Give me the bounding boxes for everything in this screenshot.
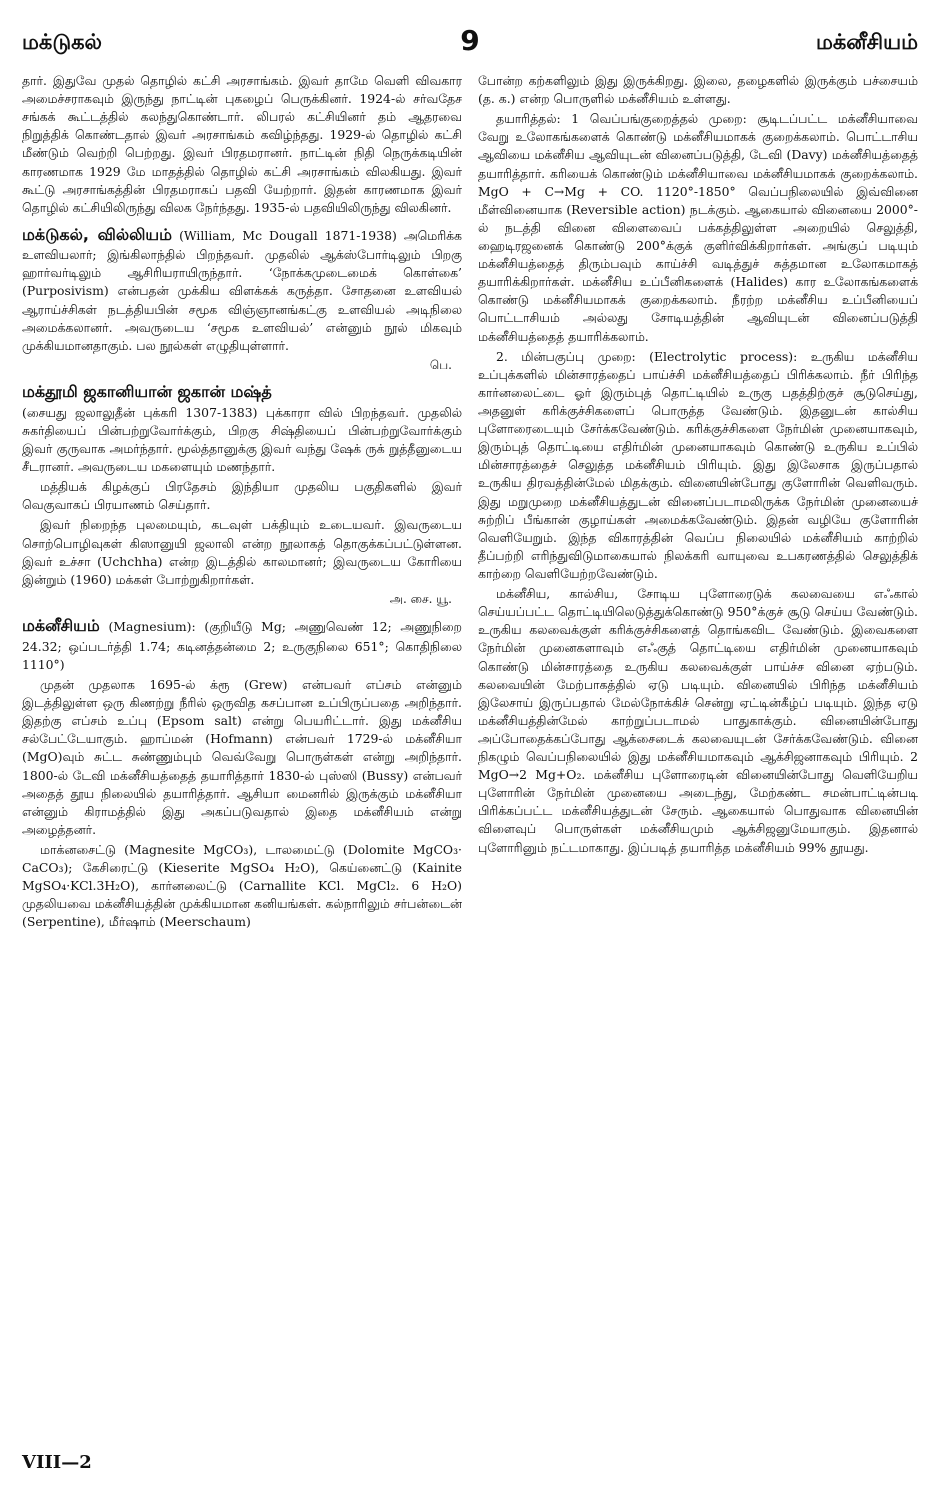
text-columns (22, 72, 918, 1442)
paragraph: மத்தியக் கிழக்குப் பிரதேசம் இந்தியா முதலிய பகுதிகளில் இவர் வெகுவாகப் பிரயாணம் செய்தார். (22, 479, 462, 513)
entry-mcdougall (22, 223, 462, 355)
entry-makhdoomi (22, 380, 462, 476)
paragraph: 2. மின்பகுப்பு முறை: (Electrolytic process): உருகிய மக்னீசிய உப்புக்களில் மின்சாரத்தைப் பாய்ச்சி மக்னீசியத்தைப் பிரிக்கலாம். நீர் பிரிந்த கார்னலைட்டை ஓர் இரும்புத் தொட்டியில் உருகு பதத்திற்குச் சூடுசெய்து, அதனுள் கரிக்குச்சிகளைப் பொருத்த வேண்டும். இதனுடன் கால்சிய புளோரைடையும் சேர்க்கவேண்டும். கரிக்குச்சிகளை நேர்மின் முனையாகவும், இரும்புத் தொட்டியை எதிர்மின் முனையாகவும் கொண்டு உருகிய உப்பில் மின்சாரத்தைச் செலுத்த மக்னீசியம் பிரியும். இது இலேசாக இருப்பதால் உருகிய திரவத்தின்மேல் மிதக்கும். வினையின்போது குளோரின் வெளிவரும். இது மறுமுறை மக்னீசியத்துடன் வினைப்படாமலிருக்க நேர்மின் முனையைச் சுற்றிப் பீங்கான் குழாய்கள் அமைக்கவேண்டும். இதன் வழியே குளோரின் வெளியேறும். இந்த விகாரத்தின் வெப்ப நிலையில் மக்னீசியம் காற்றில் தீப்பற்றி எரிந்துவிடுமாகையால் நிலக்கரி வாயுவை உபகரணத்தில் செலுத்திக் காற்றை வெளியேற்றவேண்டும். (478, 348, 918, 581)
entry-body: (சையது ஜலாலுதீன் புக்கரி 1307-1383) புக்காரா வில் பிறந்தவர். முதலில் சுகர்தியைப் பின்பற்றுவோர்க்கும், பிறகு சிஷ்தியைப் பின்பற்றுவோர்க்கும் இவர் குருவாக அமர்ந்தார். மூல்த்தானுக்கு இவர் வந்து ஷேக் ருக் றுத்தீனுடைய சீடரானர். அவருடைய மகளையும் மணந்தார். (22, 404, 462, 475)
entry-magnesium (22, 614, 462, 674)
author-initials: பெ. (429, 357, 452, 372)
paragraph: இவர் நிறைந்த புலமையும், கடவுள் பக்தியும் உடையவர். இவருடைய சொற்பொழிவுகள் கிஸானுயி ஜலாலி என்ற நூலாகத் தொகுக்கப்பட்டுள்ளன. இவர் உச்சா (Uchchha) என்ற இடத்தில் காலமானர்; இவருடைய கோரியை இன்றும் (1960) மக்கள் போற்றுகிறார்கள். (22, 517, 462, 587)
right-column (478, 72, 918, 1442)
left-column (22, 72, 462, 1442)
running-head-right: மக்னீசியம் (815, 30, 918, 54)
entry-body: (Magnesium): (குறியீடு Mg; அணுவெண் 12; அணுநிறை 24.32; ஒப்படர்த்தி 1.74; கடினத்தன்மை 2; உருகுநிலை 651°; கொதிநிலை 1110°) (22, 619, 462, 672)
author-initials: அ. சை. யூ. (389, 591, 452, 606)
entry-title: மக்னீசியம் (22, 616, 100, 636)
paragraph: முதன் முதலாக 1695-ல் க்ரூ (Grew) என்பவர் எப்சம் என்னும் இடத்திலுள்ள ஒரு கிணற்று நீரில் ஒருவித கசப்பான உப்பிருப்பதை அறிந்தார். இதற்கு எப்சம் உப்பு (Epsom salt) என்று பெயரிட்டார். இது மக்னீசிய சல்பேட்டேயாகும். ஹாப்மன் (Hofmann) என்பவர் 1729-ல் மக்னீசியா (MgO)வும் சுட்ட சுண்ணும்பும் வெவ்வேறு பொருள்கள் என்று அறிந்தார். 1800-ல் டேவி மக்னீசியத்தைத் தயாரித்தார் 1830-ல் புஸ்ஸி (Bussy) என்பவர் அதைத் தூய நிலையில் தயாரித்தார். ஆசியா மைனரில் இருக்கும் மக்னீசியா என்னும் கிராமத்தில் இது அகப்படுவதால் இதை மக்னீசியம் என்று அழைத்தனர். (22, 676, 462, 837)
page-number: 9 (460, 24, 480, 57)
paragraph: மக்னீசிய, கால்சிய, சோடிய புளோரைடுக் கலவையை எஃகால் செய்யப்பட்ட தொட்டியிலெடுத்துக்கொண்டு 950°க்குச் சூடு செய்ய வேண்டும். உருகிய கலவைக்குள் கரிக்குச்சிகளைத் தொங்கவிட வேண்டும். இவைகளை நேர்மின் முனைகளாவும் எஃகுத் தொட்டியை எதிர்மின் முனையாகவும் கொண்டு மின்சாரத்தை உருகிய கலவைக்குள் பாய்ச்ச வினை ஏற்படும். கலவையின் மேற்பாகத்தில் ஏடு படியும். வினையில் பிரிந்த மக்னீசியம் இலேசாய் இருப்பதால் மேல்நோக்கிச் சென்று ஏட்டின்கீழ்ப் படியும். இந்த ஏடு மக்னீசியத்தின்மேல் காற்றுப்படாமல் பாதுகாக்கும். வினையின்போது அப்போதைக்கப்போது ஆக்சைடைக் கலவையுடன் சேர்க்கவேண்டும். வினை நிகழும் வெப்பநிலையில் இது மக்னீசியமாகவும் ஆக்சிஜனாகவும் பிரியும். 2 MgO→2 Mg+O₂. மக்னீசிய புளோரைடின் வினையின்போது வெளியேறிய புளோரின் நேர்மின் முனையை அடைந்து, மேற்கண்ட சமன்பாட்டின்படி பிரிக்கப்பட்ட மக்னீசியத்துடன் சேரும். ஆகையால் பொதுவாக வினையின் விளைவுப் பொருள்கள் மக்னீசியமும் ஆக்சிஜனுமேயாகும். இதனால் புளோரினும் நட்டமாகாது. இப்படித் தயாரித்த மக்னீசியம் 99% தூயது. (478, 586, 918, 855)
paragraph: தார். இதுவே முதல் தொழில் கட்சி அரசாங்கம். இவர் தாமே வெளி விவகார அமைச்சராகவும் இருந்து நாட்டின் புகழைப் பெருக்கினர். 1924-ல் சர்வதேச சங்கக் கூட்டத்தில் கலந்துகொண்டார். லிபரல் கட்சியினர் தம் ஆதரவை நிறுத்திக் கொண்டதால் இவர் அரசாங்கம் கவிழ்ந்தது. 1929-ல் தொழில் கட்சி மீண்டும் வெற்றி பெற்றது. இவர் பிரதமரானர். நாட்டின் நிதி நெருக்கடியின் காரணமாக 1929 மே மாதத்தில் தொழில் கட்சி அரசாங்கம் விலகியது. இவர் கூட்டு அரசாங்கத்தின் பிரதமராகப் பதவி யேற்றார். இதன் காரணமாக இவர் தொழில் கட்சியிலிருந்து விலக நேர்ந்தது. 1935-ல் பதவியிலிருந்து விலகினர். (22, 73, 462, 215)
running-head-left: மக்டுகல் (22, 30, 102, 54)
page-header (22, 24, 918, 64)
paragraph: போன்ற கற்களிலும் இது இருக்கிறது. இலை, தழைகளில் இருக்கும் பச்சையம் (த. க.) என்ற பொருளில் மக்னீசியம் உள்ளது. (478, 73, 918, 107)
paragraph: தயாரித்தல்: 1 வெப்பங்குறைத்தல் முறை: சூடிடப்பட்ட மக்னீசியாவை வேறு உலோகங்களைக் கொண்டு மக்னீசியமாகக் குறைக்கலாம். பொட்டாசிய ஆவியை மக்னீசிய ஆவியுடன் வினைப்படுத்தி, டேவி (Davy) மக்னீசியத்தைத் தயாரித்தார். கரியைக் கொண்டும் மக்னீசியாவை மக்னீசியமாகக் குறைக்கலாம். MgO + C→Mg + CO. 1120°-1850° வெப்பநிலையில் இவ்வினை மீள்வினையாக (Reversible action) நடக்கும். ஆகையால் வினையை 2000°-ல் நடத்தி வினை விளைவைப் பக்கத்திலுள்ள அறையில் செலுத்தி, ஹைடிரஜனைக் கொண்டு 200°க்குக் குளிர்விக்கிறார்கள். அங்குப் படியும் மக்னீசியத்தைத் திரும்பவும் காய்ச்சி வடித்துச் சுத்தமான உலோகமாகத் தயாரிக்கிறார்கள். மக்னீசிய உப்பீனிகளைக் (Halides) கார உலோகங்களைக் கொண்டு மக்னீசியமாகக் குறைக்கலாம். நீரற்ற மக்னீசிய உப்பீனியைப் பொட்டாசியம் அல்லது சோடியத்தின் ஆவியுடன் வினைப்படுத்தி மக்னீசியத்தைத் தயாரிக்கலாம். (478, 111, 918, 344)
volume-signature: VIII—2 (22, 1452, 92, 1473)
entry-title: மக்தூமி ஜகானியான் ஜகான் மஷ்த் (22, 382, 272, 402)
entry-body: (William, Mc Dougall 1871-1938) அமெரிக்க உளவியலார்; இங்கிலாந்தில் பிறந்தவர். முதலில் ஆக்ஸ்போர்டிலும் பிறகு ஹார்வர்டிலும் ஆசிரியராயிருந்தார். ‘நோக்கமுடைமைக் கொள்கை’ (Purposivism) என்பதன் முக்கிய விளக்கக் கருத்தா. சோதனை உளவியல் ஆராய்ச்சிகள் நடத்தியபின் சமூக விஞ்ஞானங்கட்கு உளவியல் அடிநிலை அமைக்கலானர். அவருடைய ‘சமூக உளவியல்’ என்னும் நூல் மிகவும் முக்கியமானதாகும். பல நூல்கள் எழுதியுள்ளார். (22, 227, 462, 353)
entry-title: மக்டுகல், வில்லியம் (22, 224, 173, 244)
paragraph: மாக்னசைட்டு (Magnesite MgCO₃), டாலமைட்டு (Dolomite MgCO₃· CaCO₃); கேசிரைட்டு (Kieserite MgSO₄ H₂O), கெய்னைட்டு (Kainite MgSO₄·KCl.3H₂O), கார்னலைட்டு (Carnallite KCl. MgCl₂. 6 H₂O) முதலியவை மக்னீசியத்தின் முக்கியமான கனியங்கள். கல்நாரிலும் சர்பன்டைன் (Serpentine), மீர்ஷாம் (Meerschaum) (22, 841, 462, 930)
